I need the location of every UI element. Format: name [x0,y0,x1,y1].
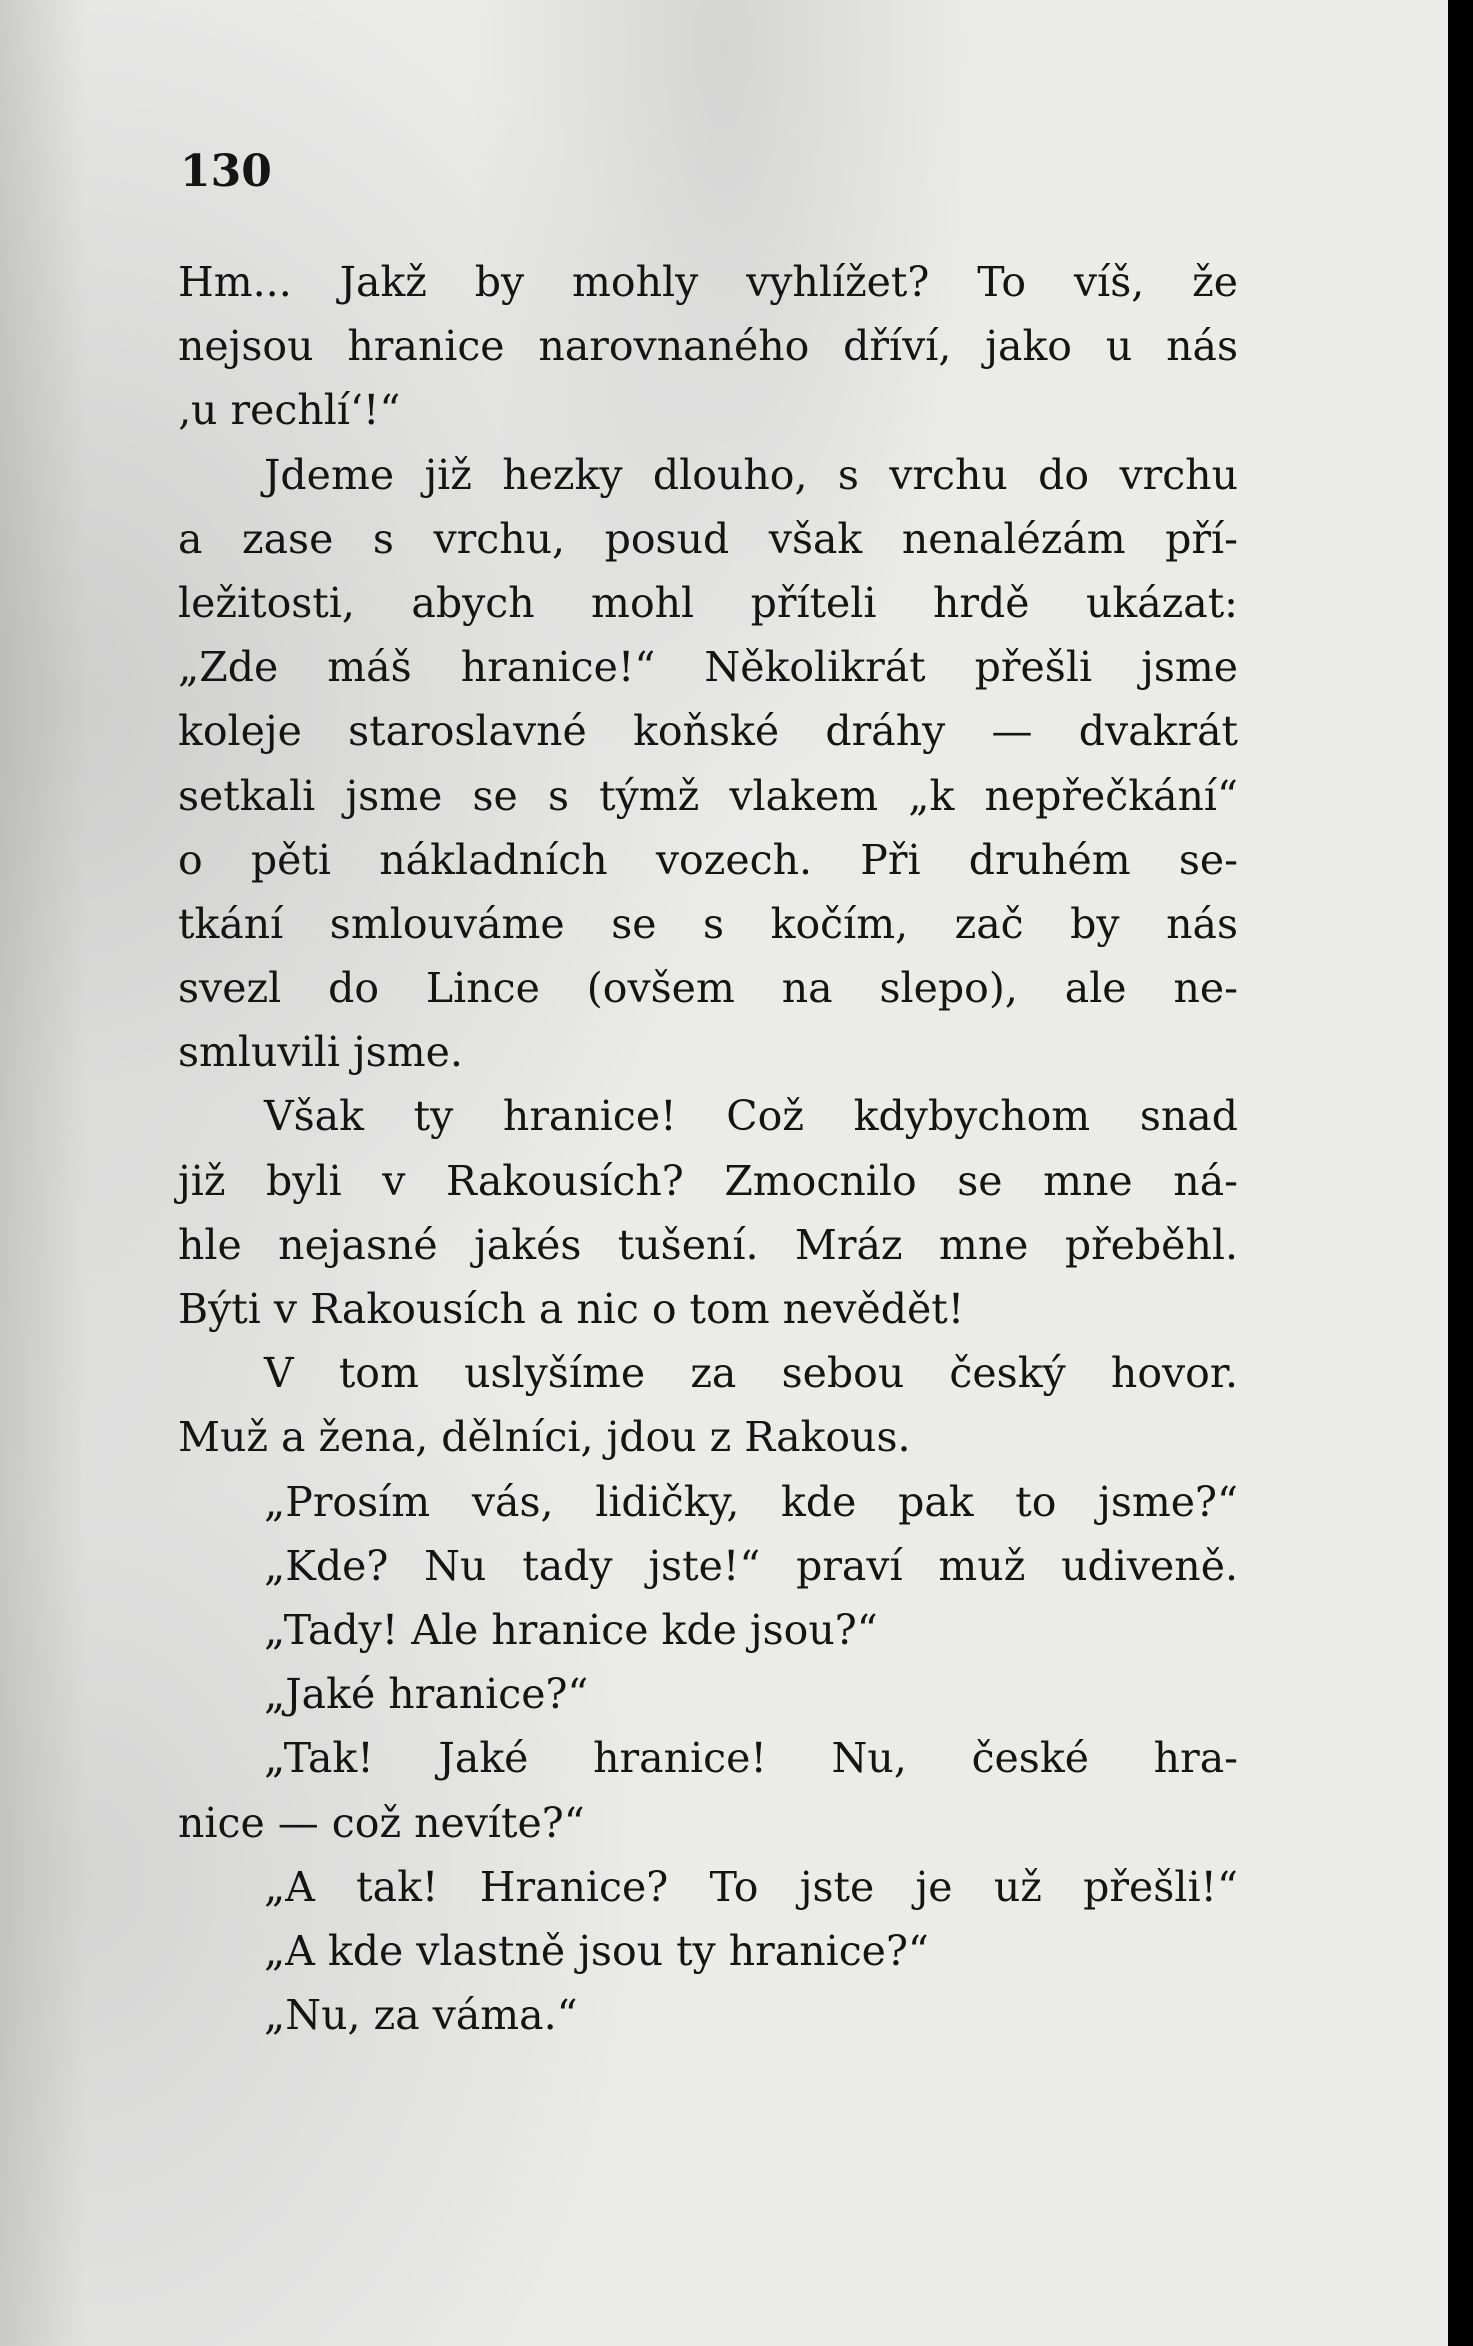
text-line: smluvili jsme. [178,1028,463,1077]
body-text [178,250,1238,2047]
text-line: ‚u rechlí‘!“ [178,386,401,435]
text-line: svezl do Lince (ovšem na slepo), ale ne- [178,964,1238,1013]
text-line: a zase s vrchu, posud však nenalézám pří- [178,514,1238,563]
text-line: „Kde? Nu tady jste!“ praví muž udiveně. [264,1541,1238,1590]
text-line: V tom uslyšíme za sebou český hovor. [264,1349,1238,1398]
text-line: ležitosti, abych mohl příteli hrdě ukázat: [178,578,1238,627]
text-line: „A kde vlastně jsou ty hranice?“ [264,1926,929,1975]
text-line: „Tady! Ale hranice kde jsou?“ [264,1605,878,1654]
text-line: koleje staroslavné koňské dráhy — dvakrát [178,707,1238,756]
text-line: Hm... Jakž by mohly vyhlížet? To víš, že [178,258,1238,306]
text-line: nice — což nevíte?“ [178,1798,585,1847]
text-line: „Tak! Jaké hranice! Nu, české hra- [264,1734,1238,1783]
text-line: „Zde máš hranice!“ Několikrát přešli jsme [178,643,1238,692]
scan-edge [1448,0,1473,2346]
text-line: Muž a žena, dělníci, jdou z Rakous. [178,1413,911,1462]
text-line: „A tak! Hranice? To jste je už přešli!“ [264,1862,1238,1911]
text-line: hle nejasné jakés tušení. Mráz mne přeběhl. [178,1220,1238,1269]
text-line: Jdeme již hezky dlouho, s vrchu do vrchu [264,450,1238,499]
text-line: Však ty hranice! Což kdybychom snad [264,1092,1238,1141]
text-line: o pěti nákladních vozech. Při druhém se- [178,835,1238,884]
text-line: „Jaké hranice?“ [264,1670,589,1719]
page-number: 130 [180,146,272,197]
text-line: tkání smlouváme se s kočím, zač by nás [178,899,1238,948]
text-line: setkali jsme se s týmž vlakem „k nepřečkání“ [178,771,1238,820]
text-line: Býti v Rakousích a nic o tom nevědět! [178,1285,965,1333]
text-line: „Prosím vás, lidičky, kde pak to jsme?“ [264,1477,1238,1526]
text-line: „Nu, za váma.“ [264,1991,578,2040]
text-line: již byli v Rakousích? Zmocnilo se mne ná- [178,1156,1238,1205]
text-line: nejsou hranice narovnaného dříví, jako u nás [178,322,1238,371]
